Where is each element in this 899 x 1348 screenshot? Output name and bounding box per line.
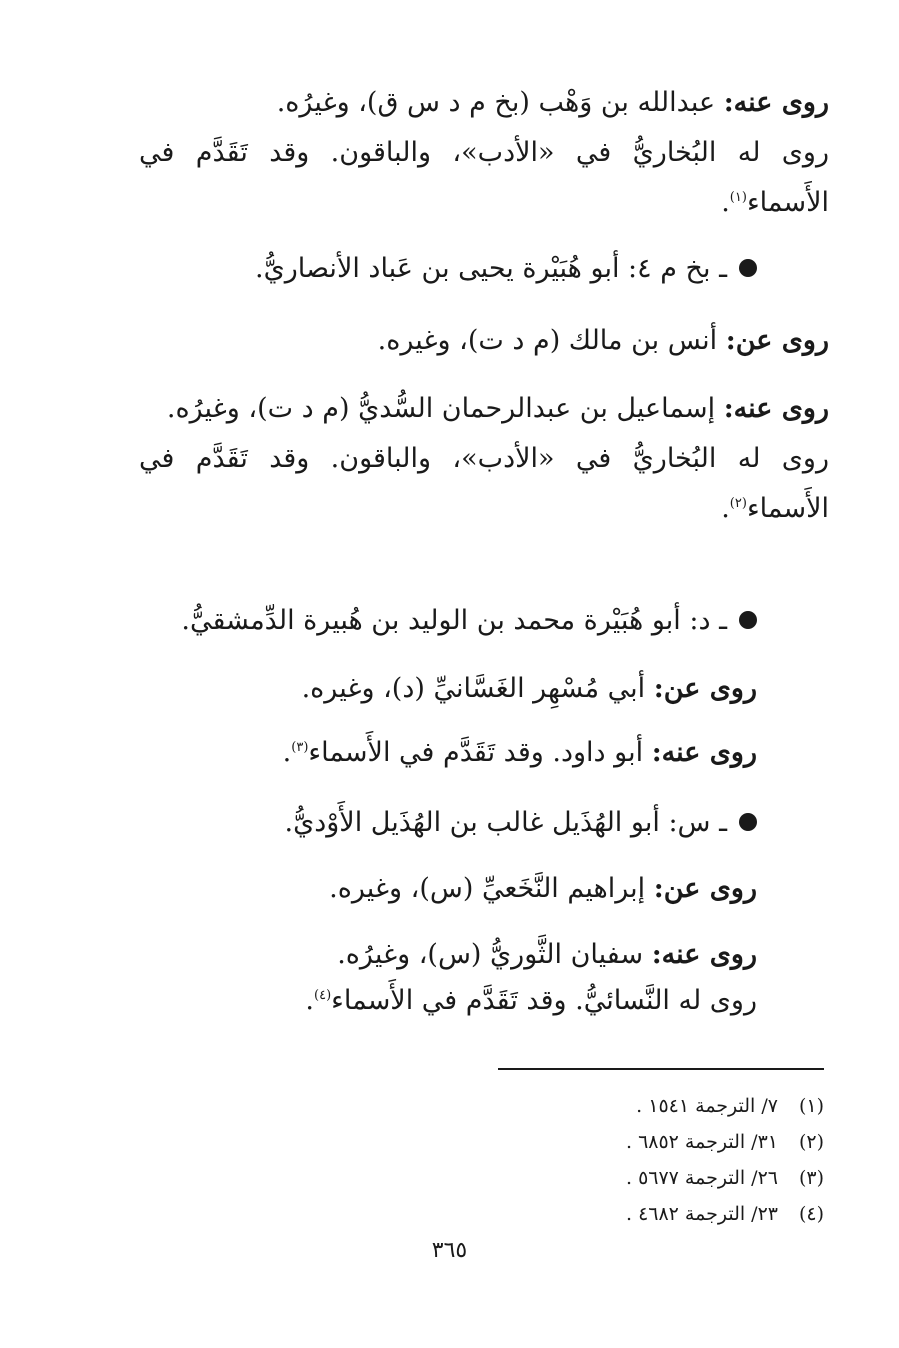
person-2-to-text: أبو داود. وقد تَقَدَّم في الأَسماء [308, 737, 644, 768]
person-1-to [139, 384, 829, 434]
narrated-by-label: روى عنه: [723, 393, 829, 424]
narrated-by-label: روى عنه: [723, 87, 829, 118]
person-3-header [139, 798, 829, 848]
person-1-from [139, 316, 829, 366]
bullet-icon [739, 259, 757, 277]
footnote-ref-2: (٢) [729, 496, 747, 511]
footnote-number: (٢) [798, 1131, 824, 1153]
footnote-item [424, 1124, 824, 1160]
person-1-note-end: . [721, 493, 730, 524]
person-2-from-text: أبي مُسْهِر الغَسَّانيِّ (د)، وغيره. [301, 673, 646, 704]
footnote-ref-1: (١) [729, 190, 747, 205]
person-2-to-end: . [282, 737, 292, 768]
narrated-from-label: روى عن: [725, 325, 829, 356]
narrated-by-label: روى عنه: [651, 939, 757, 970]
footnote-number: (٤) [798, 1203, 824, 1225]
narrated-by-text: عبدالله بن وَهْب (بخ م د س ق)، وغيرُه. [276, 87, 716, 118]
footnote-separator [498, 1068, 824, 1070]
person-2-entry [139, 596, 829, 646]
footnotes [424, 1088, 824, 1232]
person-3-from-block [139, 864, 829, 914]
person-3-to-block [139, 932, 829, 1024]
page-number: ٣٦٥ [431, 1238, 468, 1263]
person-3-entry [139, 798, 829, 848]
narration-note-text: روى له البُخاريُّ في «الأدب»، والباقون. وقد تَقَدَّم في الأَسماء [139, 137, 829, 218]
footnote-text: ٣١/ الترجمة ٦٨٥٢ . [625, 1131, 778, 1153]
person-2-from [139, 664, 829, 714]
person-1-header-text: ـ بخ م ٤: أبو هُبَيْرة يحيى بن عَباد الأنصاريُّ. [255, 253, 727, 284]
person-3-from-text: إبراهيم النَّخَعيِّ (س)، وغيره. [329, 873, 646, 904]
person-1-entry [139, 244, 829, 294]
footnote-text: ٢٦/ الترجمة ٥٦٧٧ . [625, 1167, 778, 1189]
narrated-by-label: روى عنه: [651, 737, 757, 768]
narration-note-end: . [721, 187, 730, 218]
narrated-from-label: روى عن: [653, 873, 757, 904]
bullet-icon [739, 813, 757, 831]
person-2-header-text: ـ د: أبو هُبَيْرة محمد بن الوليد بن هُبيرة الدِّمشقيُّ. [181, 605, 727, 636]
footnote-item [424, 1196, 824, 1232]
person-2-to [139, 728, 829, 778]
person-3-note-end: . [305, 985, 315, 1016]
person-1-to-block [139, 384, 829, 534]
person-1-from-text: أنس بن مالك (م د ت)، وغيره. [377, 325, 718, 356]
person-1-to-text: إسماعيل بن عبدالرحمان السُّديُّ (م د ت)، وغيرُه. [166, 393, 716, 424]
narration-note [139, 128, 829, 228]
footnote-ref-3: (٣) [291, 740, 309, 755]
person-1-note-text: روى له البُخاريُّ في «الأدب»، والباقون. وقد تَقَدَّم في الأَسماء [139, 443, 829, 524]
footnote-item [424, 1160, 824, 1196]
footnote-item [424, 1088, 824, 1124]
person-3-note-text: روى له النَّسائيُّ. وقد تَقَدَّم في الأَسماء [331, 985, 757, 1016]
footnote-text: ٧/ الترجمة ١٥٤١ . [636, 1095, 778, 1117]
footnote-text: ٢٣/ الترجمة ٤٦٨٢ . [625, 1203, 778, 1225]
person-1-header [139, 244, 829, 294]
person-2-header [139, 596, 829, 646]
person-3-from [139, 864, 829, 914]
person-2-from-block [139, 664, 829, 714]
footnote-number: (١) [798, 1095, 824, 1117]
person-3-to [139, 932, 829, 978]
person-1-from-block [139, 316, 829, 366]
person-3-note [139, 978, 829, 1024]
narrated-by-line [139, 78, 829, 128]
person-3-to-text: سفيان الثَّوريُّ (س)، وغيرُه. [337, 939, 644, 970]
footnote-ref-4: (٤) [314, 988, 332, 1003]
entry-continuation [139, 78, 829, 228]
footnote-number: (٣) [798, 1167, 824, 1189]
narrated-from-label: روى عن: [653, 673, 757, 704]
bullet-icon [739, 611, 757, 629]
person-2-to-block [139, 728, 829, 778]
person-3-header-text: ـ س: أبو الهُذَيل غالب بن الهُذَيل الأَوْديُّ. [284, 807, 727, 838]
person-1-note [139, 434, 829, 534]
